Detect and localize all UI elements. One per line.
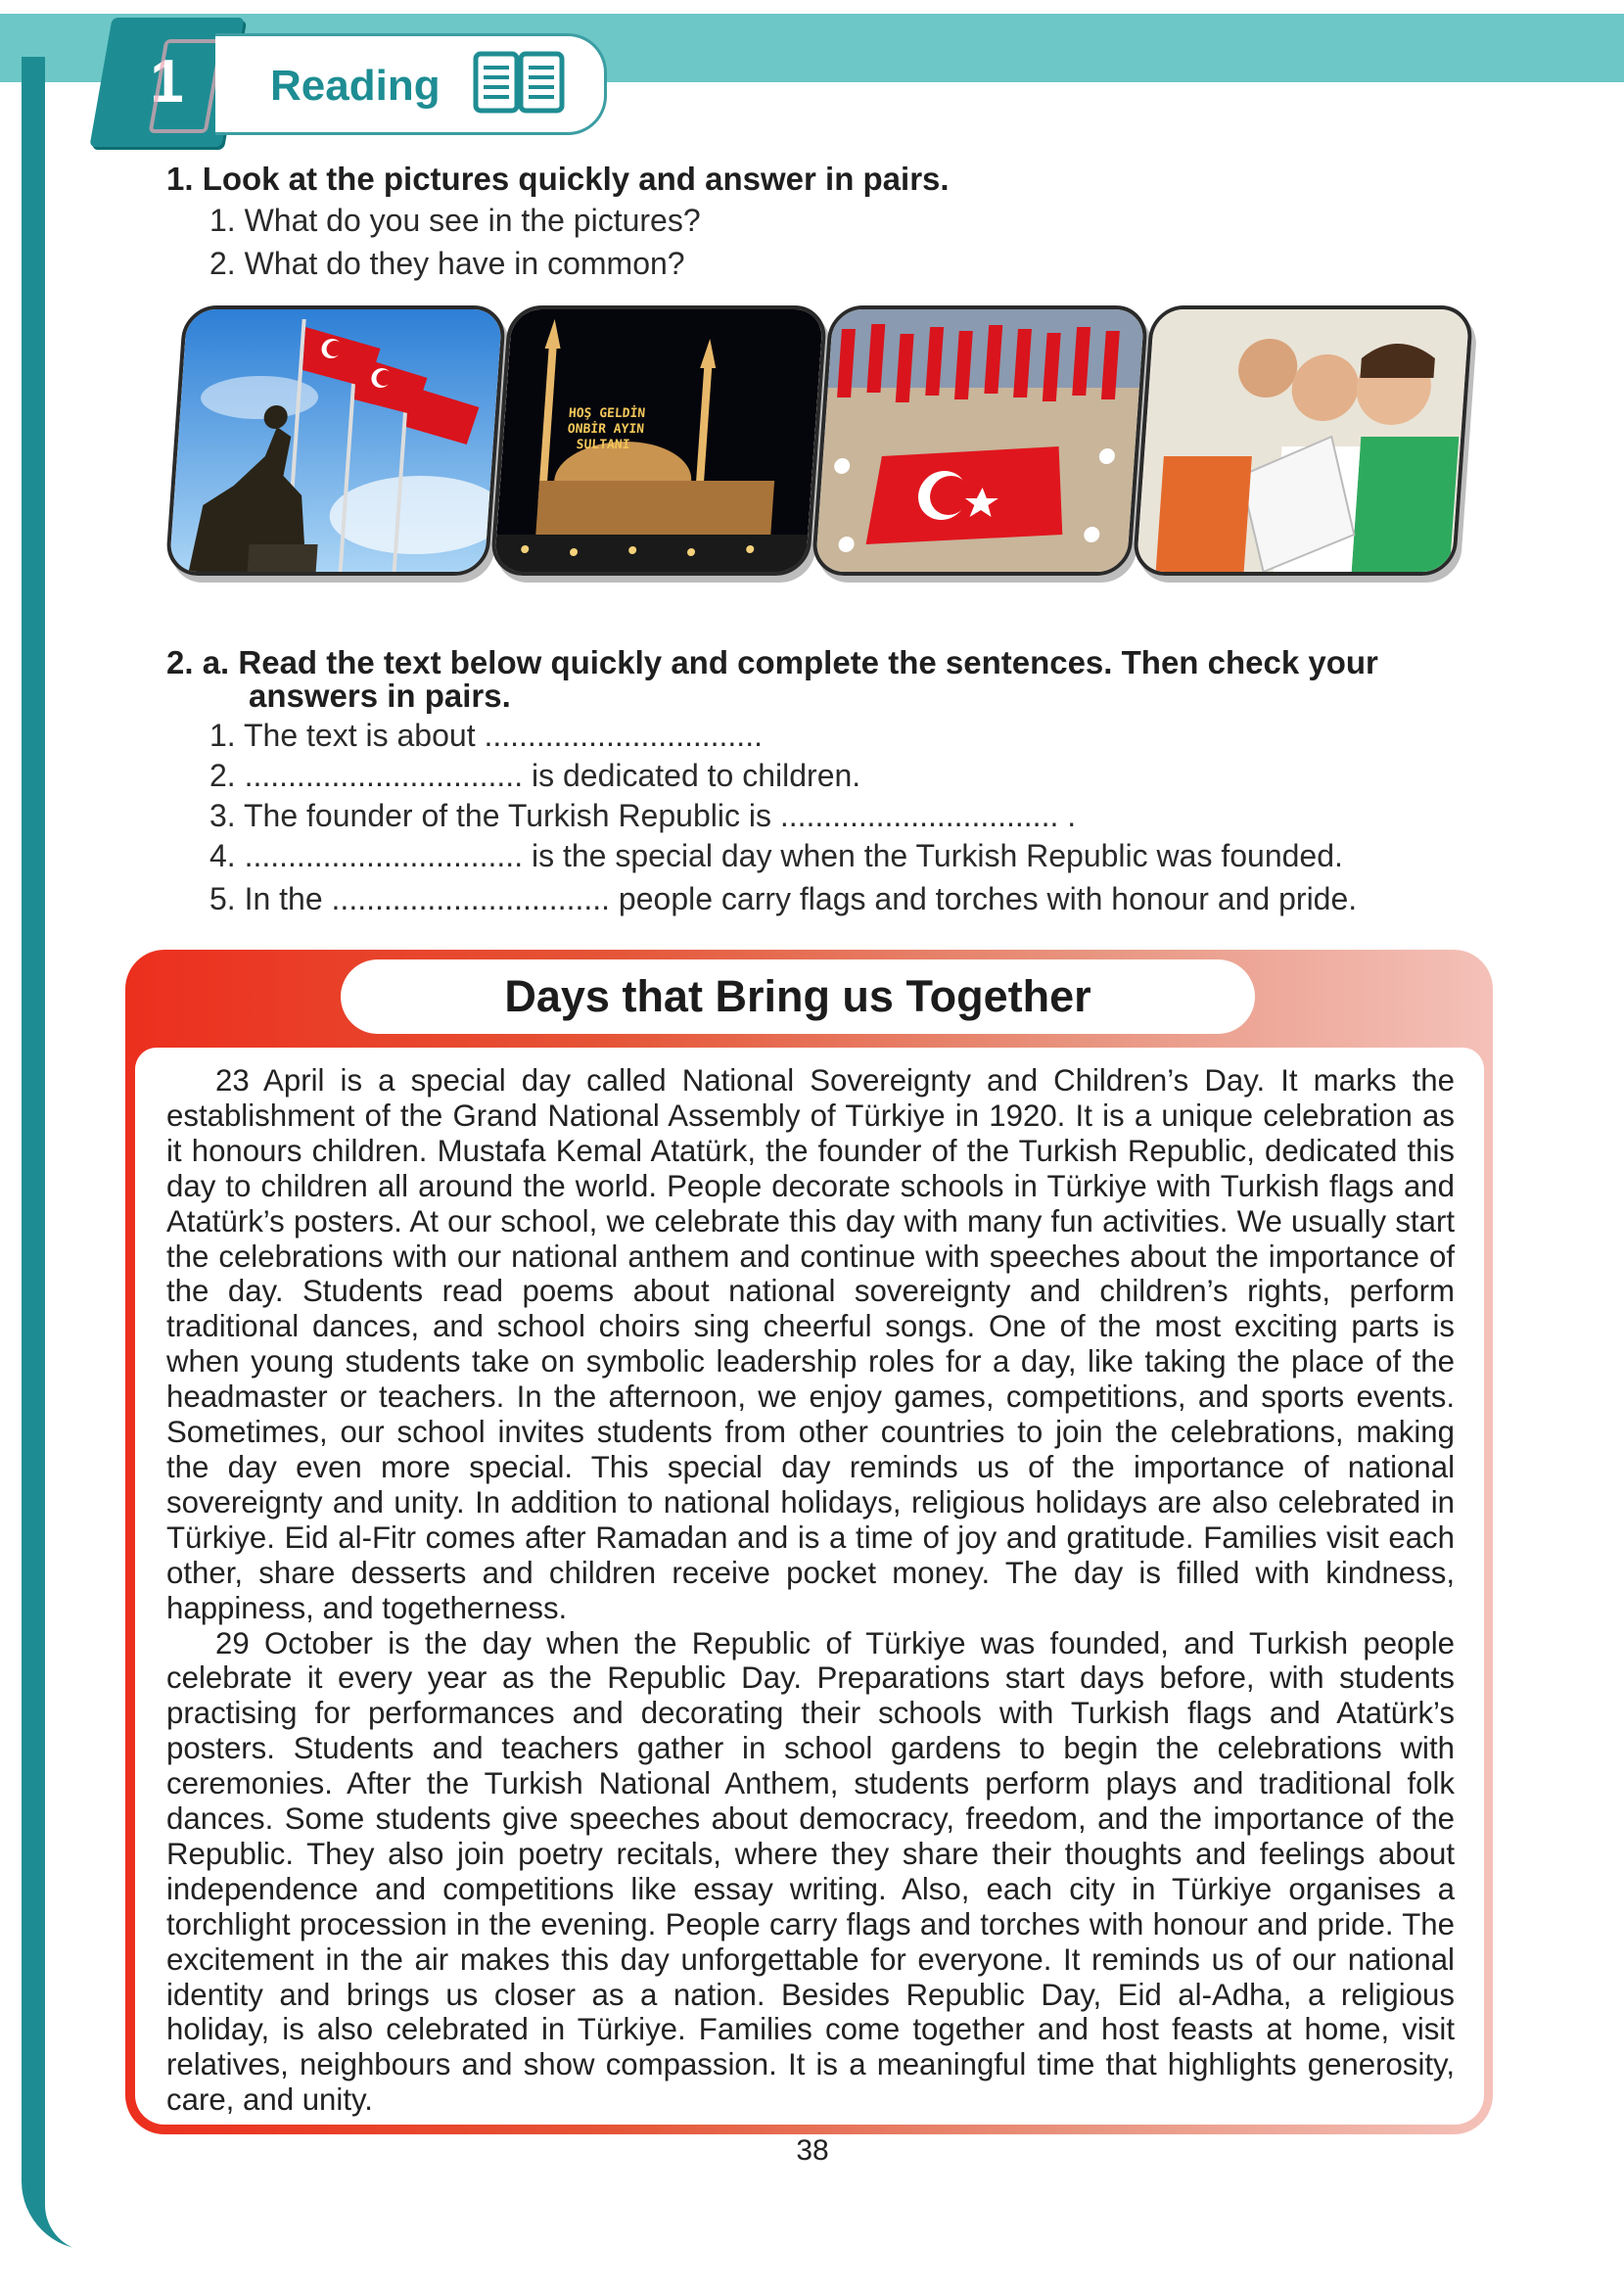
reading-paragraph-2: 29 October is the day when the Republic of Türkiye was founded, and Turkish people celebrate it every year as the Republic Day. Preparations start days before, with students practising for performances and decorating their schools with Turkish flags and Atatürk’s posters. Students and teachers gather in school gardens to begin the celebrations with ceremonies. After the Turkish National Anthem, students perform plays and traditional folk dances. Some students give speeches about democracy, freedom, and the importance of the Republic. They also join poetry recitals, where they share their thoughts and feelings about independence and competitions like essay writing. Also, each city in Türkiye organises a torchlight procession in the evening. People carry flags and torches with honour and pride. The excitement in the air makes this day unforgettable for everyone. It reminds us of our national identity and brings us closer as a nation. Besides Republic Day, Eid al-Adha, a religious holiday, is also celebrated in Türkiye. Families come together and host feasts at home, visit relatives, neighbours and show compassion. It is a meaningful time that highlights generosity, care, and unity. [166,1625,1455,2118]
task2-sentence-2: 2. ................................ is dedicated to children. [209,758,861,793]
mosque-sign-line-3: SULTANI [576,438,630,452]
section-number: 1 [150,48,184,116]
task2-sentence-4: 4. ................................ is the special day when the Turkish Republic was founded. [209,838,1343,873]
task1-question-2: 2. What do they have in common? [209,246,685,281]
task2-sentence-1: 1. The text is about ................................ [209,718,763,753]
task1-question-1: 1. What do you see in the pictures? [209,203,701,238]
task1-heading: 1. Look at the pictures quickly and answer in pairs. [166,161,950,197]
section-title-pill [215,33,607,135]
task2-sentence-3: 3. The founder of the Turkish Republic is ................................ . [209,798,1077,833]
photo-children-with-flag [811,305,1148,576]
reading-passage [166,1063,1455,2118]
mosque-sign-line-1: HOŞ GELDİN [568,406,646,421]
task2-sentence-5: 5. In the ................................ people carry flags and torches with honour and pride. [209,881,1358,916]
reading-title: Days that Bring us Together [341,959,1255,1034]
section-title: Reading [270,62,441,110]
photo-ataturk-statue-flags [164,305,506,576]
task2-heading-line-2: answers in pairs. [249,678,511,714]
mosque-sign-line-2: ONBİR AYIN [567,422,645,437]
open-book-icon [470,48,568,118]
page-number: 38 [796,2134,829,2167]
photo-students-singing [1132,305,1473,576]
reading-paragraph-1: 23 April is a special day called National Sovereignty and Children’s Day. It marks the establishment of the Grand National Assembly of Türkiye in 1920. It is a unique celebration as it honours children. Mustafa Kemal Atatürk, the founder of the Turkish Republic, dedicated this day to children all around the world. People decorate schools in Türkiye with Turkish flags and Atatürk’s posters. At our school, we celebrate this day with many fun activities. We usually start the celebrations with our national anthem and continue with speeches about the importance of the day. Students read poems about national sovereignty and children’s rights, perform traditional dances, and school choirs sing cheerful songs. One of the most exciting parts is when young students take on symbolic leadership roles for a day, like taking the place of the headmaster or teachers. In the afternoon, we enjoy games, competitions, and sports events. Sometimes, our school invites students from other countries to join the celebrations, making the day even more special. This special day reminds us of the importance of national sovereignty and unity. In addition to national holidays, religious holidays are also celebrated in Türkiye. Eid al-Fitr comes after Ramadan and is a time of joy and gratitude. Families visit each other, share desserts and children receive pocket money. The day is filled with kindness, happiness, and togetherness. [166,1063,1455,1625]
task2-heading-line-1: 2. a. Read the text below quickly and complete the sentences. Then check your [166,644,1378,680]
photo-mosque-night [489,305,827,576]
